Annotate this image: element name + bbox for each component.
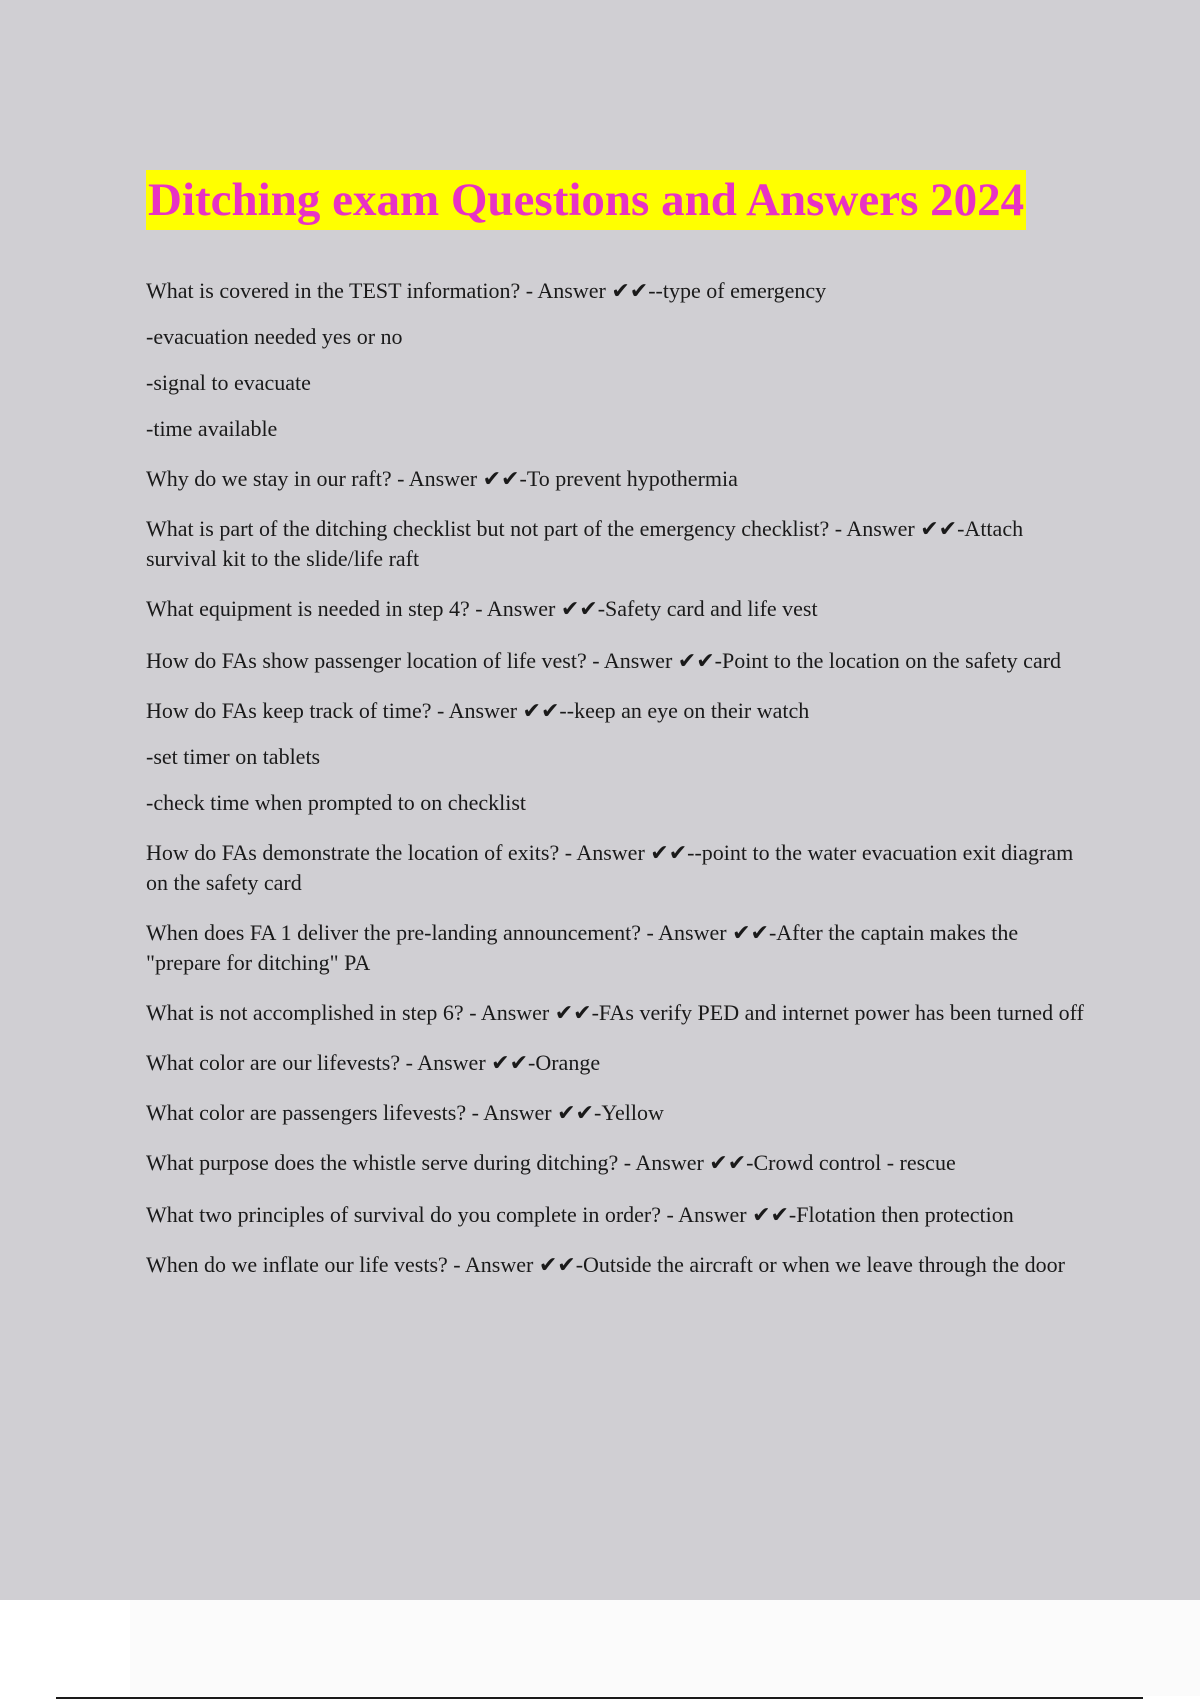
qa-subitem: -signal to evacuate (146, 370, 311, 395)
qa-subitem: -check time when prompted to on checklist (146, 790, 526, 815)
qa-item: Why do we stay in our raft? - Answer ✔✔-To prevent hypothermia (146, 466, 738, 491)
qa-item: When do we inflate our life vests? - Answer ✔✔-Outside the aircraft or when we leave through the door (146, 1252, 1066, 1277)
footer-shade (130, 1600, 1200, 1696)
qa-item: When does FA 1 deliver the pre-landing announcement? - Answer ✔✔-After the captain makes the "prepare for ditching" PA (146, 920, 1019, 975)
qa-subitem: -set timer on tablets (146, 744, 321, 769)
qa-subitem: -time available (146, 416, 278, 441)
qa-content (146, 276, 1086, 1280)
qa-item: What is part of the ditching checklist but not part of the emergency checklist? - Answer ✔✔-Attach survival kit to the slide/life raft (146, 516, 1024, 571)
footer-divider (56, 1697, 1143, 1699)
qa-item: How do FAs keep track of time? - Answer ✔✔--keep an eye on their watch (146, 698, 810, 723)
qa-item: What is not accomplished in step 6? - Answer ✔✔-FAs verify PED and internet power has been turned off (146, 1000, 1084, 1025)
qa-item: What is covered in the TEST information? - Answer ✔✔--type of emergency (146, 278, 827, 303)
qa-item: What two principles of survival do you complete in order? - Answer ✔✔-Flotation then protection (146, 1202, 1014, 1227)
qa-subitem: -evacuation needed yes or no (146, 324, 403, 349)
qa-item: What color are passengers lifevests? - Answer ✔✔-Yellow (146, 1100, 664, 1125)
page-footer-area (0, 1600, 1200, 1700)
qa-item: What purpose does the whistle serve during ditching? - Answer ✔✔-Crowd control - rescue (146, 1150, 956, 1175)
qa-item: How do FAs demonstrate the location of exits? - Answer ✔✔--point to the water evacuation exit diagram on the safety card (146, 840, 1074, 895)
document-title: Ditching exam Questions and Answers 2024 (148, 173, 1025, 226)
title-highlight (146, 170, 1026, 230)
qa-item: What color are our lifevests? - Answer ✔✔-Orange (146, 1050, 601, 1075)
qa-item: How do FAs show passenger location of life vest? - Answer ✔✔-Point to the location on the safety card (146, 648, 1062, 673)
qa-item: What equipment is needed in step 4? - Answer ✔✔-Safety card and life vest (146, 596, 818, 621)
